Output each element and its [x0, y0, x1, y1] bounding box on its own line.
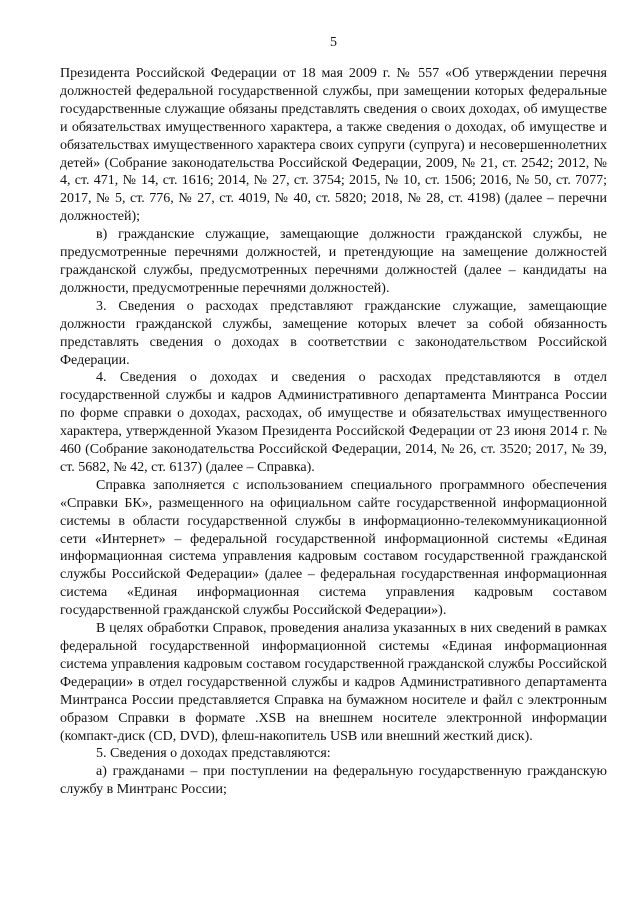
paragraph-spravka-bk: Справка заполняется с использованием специального программного обеспечения «Справки БК», размещенного на официальном сайте государственной информационной системы в области государственной службы в информационно-телекоммуникационной сети «Интернет» – федеральной государственной информационной системы «Единая информационная система управления кадровым составом государственной гражданской службы Российской Федерации» (далее – федеральная государственная информационная система «Единая информационная система управления кадровым составом государственной гражданской службы Российской Федерации»). — [60, 477, 607, 619]
paragraph-processing: В целях обработки Справок, проведения анализа указанных в них сведений в рамках федеральной государственной информационной системы «Единая информационная система управления кадровым составом государственной гражданской службы Российской Федерации» в отдел государственной службы и кадров Административного департамента Минтранса России представляется Справка на бумажном носителе и файл с электронным образом Справки в формате .XSB на внешнем носителе электронной информации (компакт-диск (CD, DVD), флеш-накопитель USB или внешний жесткий диск). — [60, 621, 607, 744]
paragraph-item-v: в) гражданские служащие, замещающие должности гражданской службы, не предусмотренные перечнями должностей, и претендующие на замещение должностей гражданской службы, предусмотренных перечнями должностей (далее – кандидаты на должности, предусмотренные перечнями должностей). — [60, 227, 607, 296]
document-body — [60, 65, 607, 799]
paragraph-perechni-continuation: Президента Российской Федерации от 18 мая 2009 г. № 557 «Об утверждении перечня должностей федеральной государственной службы, при замещении которых федеральные государственные служащие обязаны представлять сведения о своих доходах, об имуществе и обязательствах имущественного характера, а также сведения о доходах, об имуществе и обязательствах имущественного характера своих супруги (супруга) и несовершеннолетних детей» (Собрание законодательства Российской Федерации, 2009, № 21, ст. 2542; 2012, № 4, ст. 471, № 14, ст. 1616; 2014, № 27, ст. 3754; 2015, № 10, ст. 1506; 2016, № 50, ст. 7077; 2017, № 5, ст. 776, № 27, ст. 4019, № 40, ст. 5820; 2018, № 28, ст. 4198) (далее – перечни должностей); — [60, 66, 607, 225]
paragraph-5: 5. Сведения о доходах представляются: — [96, 746, 331, 762]
paragraph-4: 4. Сведения о доходах и сведения о расходах представляются в отдел государственной службы и кадров Административного департамента Минтранса России по форме справки о доходах, расходах, об имуществе и обязательствах имущественного характера, утвержденной Указом Президента Российской Федерации от 23 июня 2014 г. № 460 (Собрание законодательства Российской Федерации, 2014, № 26, ст. 3520; 2017, № 39, ст. 5682, № 42, ст. 6137) (далее – Справка). — [60, 370, 607, 475]
paragraph-item-a: а) гражданами – при поступлении на федеральную государственную гражданскую службу в Минтранс России; — [60, 764, 607, 798]
paragraph-3: 3. Сведения о расходах представляют гражданские служащие, замещающие должности гражданской службы, замещение которых влечет за собой обязанность представлять сведения о доходах в соответствии с законодательством Российской Федерации. — [60, 298, 607, 368]
page-number: 5 — [330, 35, 337, 50]
